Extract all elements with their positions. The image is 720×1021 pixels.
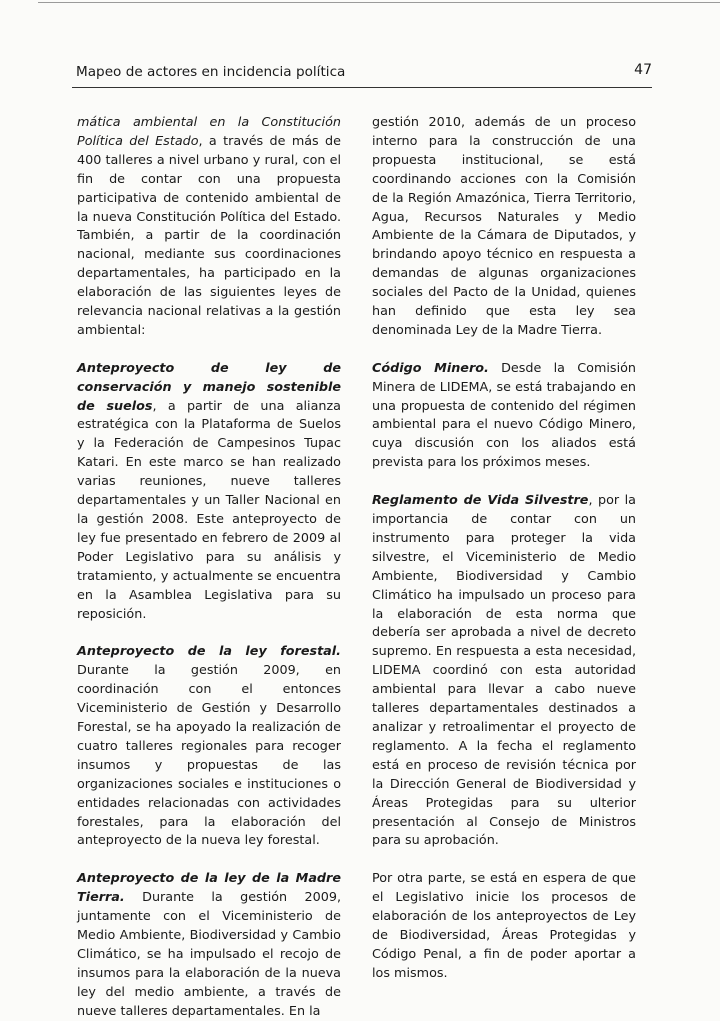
page-number: 47 (634, 62, 652, 78)
madre-tierra-text: Durante la gestión 2009, juntamente con el Viceministerio de Medio Ambiente, Biodiversidad y Cambio Climático, se ha impulsado el recojo de insumos para la elaboración de la nueva ley del medio ambiente, a través de nueve talleres departamentales. En la (77, 890, 341, 1019)
header-title: Mapeo de actores en incidencia política (76, 64, 346, 80)
minero-paragraph (372, 360, 636, 473)
madre-tierra-paragraph (77, 870, 341, 1021)
vida-silvestre-paragraph (372, 492, 636, 851)
minero-text: Desde la Comisión Minera de LIDEMA, se está trabajando en una propuesta de contenido del régimen ambiental para el nuevo Código Minero, cuya discusión con los aliados está prevista para los próximos meses. (372, 360, 636, 471)
page-top-edge (38, 2, 720, 3)
forestal-text: Durante la gestión 2009, en coordinación con el entonces Viceministerio de Gestión y Desarrollo Forestal, se ha apoyado la realización de cuatro talleres regionales para recoger insumos y propuestas de las organizaciones sociales e instituciones o entidades relacionadas con actividades forestales, para la elaboración del anteproyecto de la nueva ley forestal. (77, 663, 341, 849)
intro-italic: mática ambiental en la Constitución Política del Estado (77, 115, 341, 149)
vida-silvestre-text: , por la importancia de contar con un instrumento para proteger la vida silvestre, el Viceministerio de Medio Ambiente, Biodiversidad y Cambio Climático ha impulsado un proceso para la elaboración de esta norma que debería ser aprobada a nivel de decreto supremo. En respuesta a esta necesidad, LIDEMA coordinó con esta autoridad ambiental para llevar a cabo nueve talleres departamentales destinados a analizar y retroalimentar el proyecto de reglamento. A la fecha el reglamento está en proceso de revisión técnica por la Dirección General de Biodiversidad y Áreas Protegidas para su ulterior presentación al Consejo de Ministros para su aprobación. (372, 493, 636, 849)
continuation-paragraph: gestión 2010, además de un proceso interno para la construcción de una propuesta institucional, se está coordinando acciones con la Comisión de la Región Amazónica, Tierra Territorio, Agua, Recursos Naturales y Medio Ambiente de la Cámara de Diputados, y brindando apoyo técnico en respuesta a demandas de algunas organizaciones sociales del Pacto de la Unidad, quienes han definido que esta ley sea denominada Ley de la Madre Tierra. (372, 115, 636, 338)
suelos-heading: Anteproyecto de ley de conservación y manejo sostenible de suelos (77, 360, 341, 414)
intro-paragraph (77, 114, 341, 341)
suelos-text: , a partir de una alianza estratégica con la Plataforma de Suelos y la Federación de Campesinos Tupac Katari. En este marco se han realizado varias reuniones, nueve talleres departamentales y un Taller Nacional en la gestión 2008. Este anteproyecto de ley fue presentado en febrero de 2009 al Poder Legislativo para su análisis y tratamiento, y actualmente se encuentra en la Asamblea Legislativa para su reposición. (77, 398, 341, 622)
forestal-heading: Anteproyecto de la ley forestal. (77, 644, 341, 660)
suelos-paragraph (77, 360, 341, 625)
madre-tierra-heading: Anteproyecto de la ley de la Madre Tierra. (77, 871, 341, 906)
forestal-paragraph (77, 643, 341, 851)
minero-heading: Código Minero. (372, 360, 489, 376)
intro-text: , a través de más de 400 talleres a nivel urbano y rural, con el fin de contar con una propuesta participativa de contenido ambiental de la nueva Constitución Política del Estado. También, a partir de la coordinación nacional, mediante sus coordinaciones departamentales, ha participado en la elaboración de las siguientes leyes de relevancia nacional relativas a la gestión ambiental: (77, 133, 341, 338)
right-column (372, 114, 636, 984)
closing-paragraph: Por otra parte, se está en espera de que el Legislativo inicie los procesos de elaboración de los anteproyectos de Ley de Biodiversidad, Áreas Protegidas y Código Penal, a fin de poder aportar a los mismos. (372, 871, 636, 981)
header-rule (72, 87, 652, 88)
left-column (77, 114, 341, 1021)
vida-silvestre-heading: Reglamento de Vida Silvestre (372, 493, 589, 509)
running-header (72, 62, 652, 84)
